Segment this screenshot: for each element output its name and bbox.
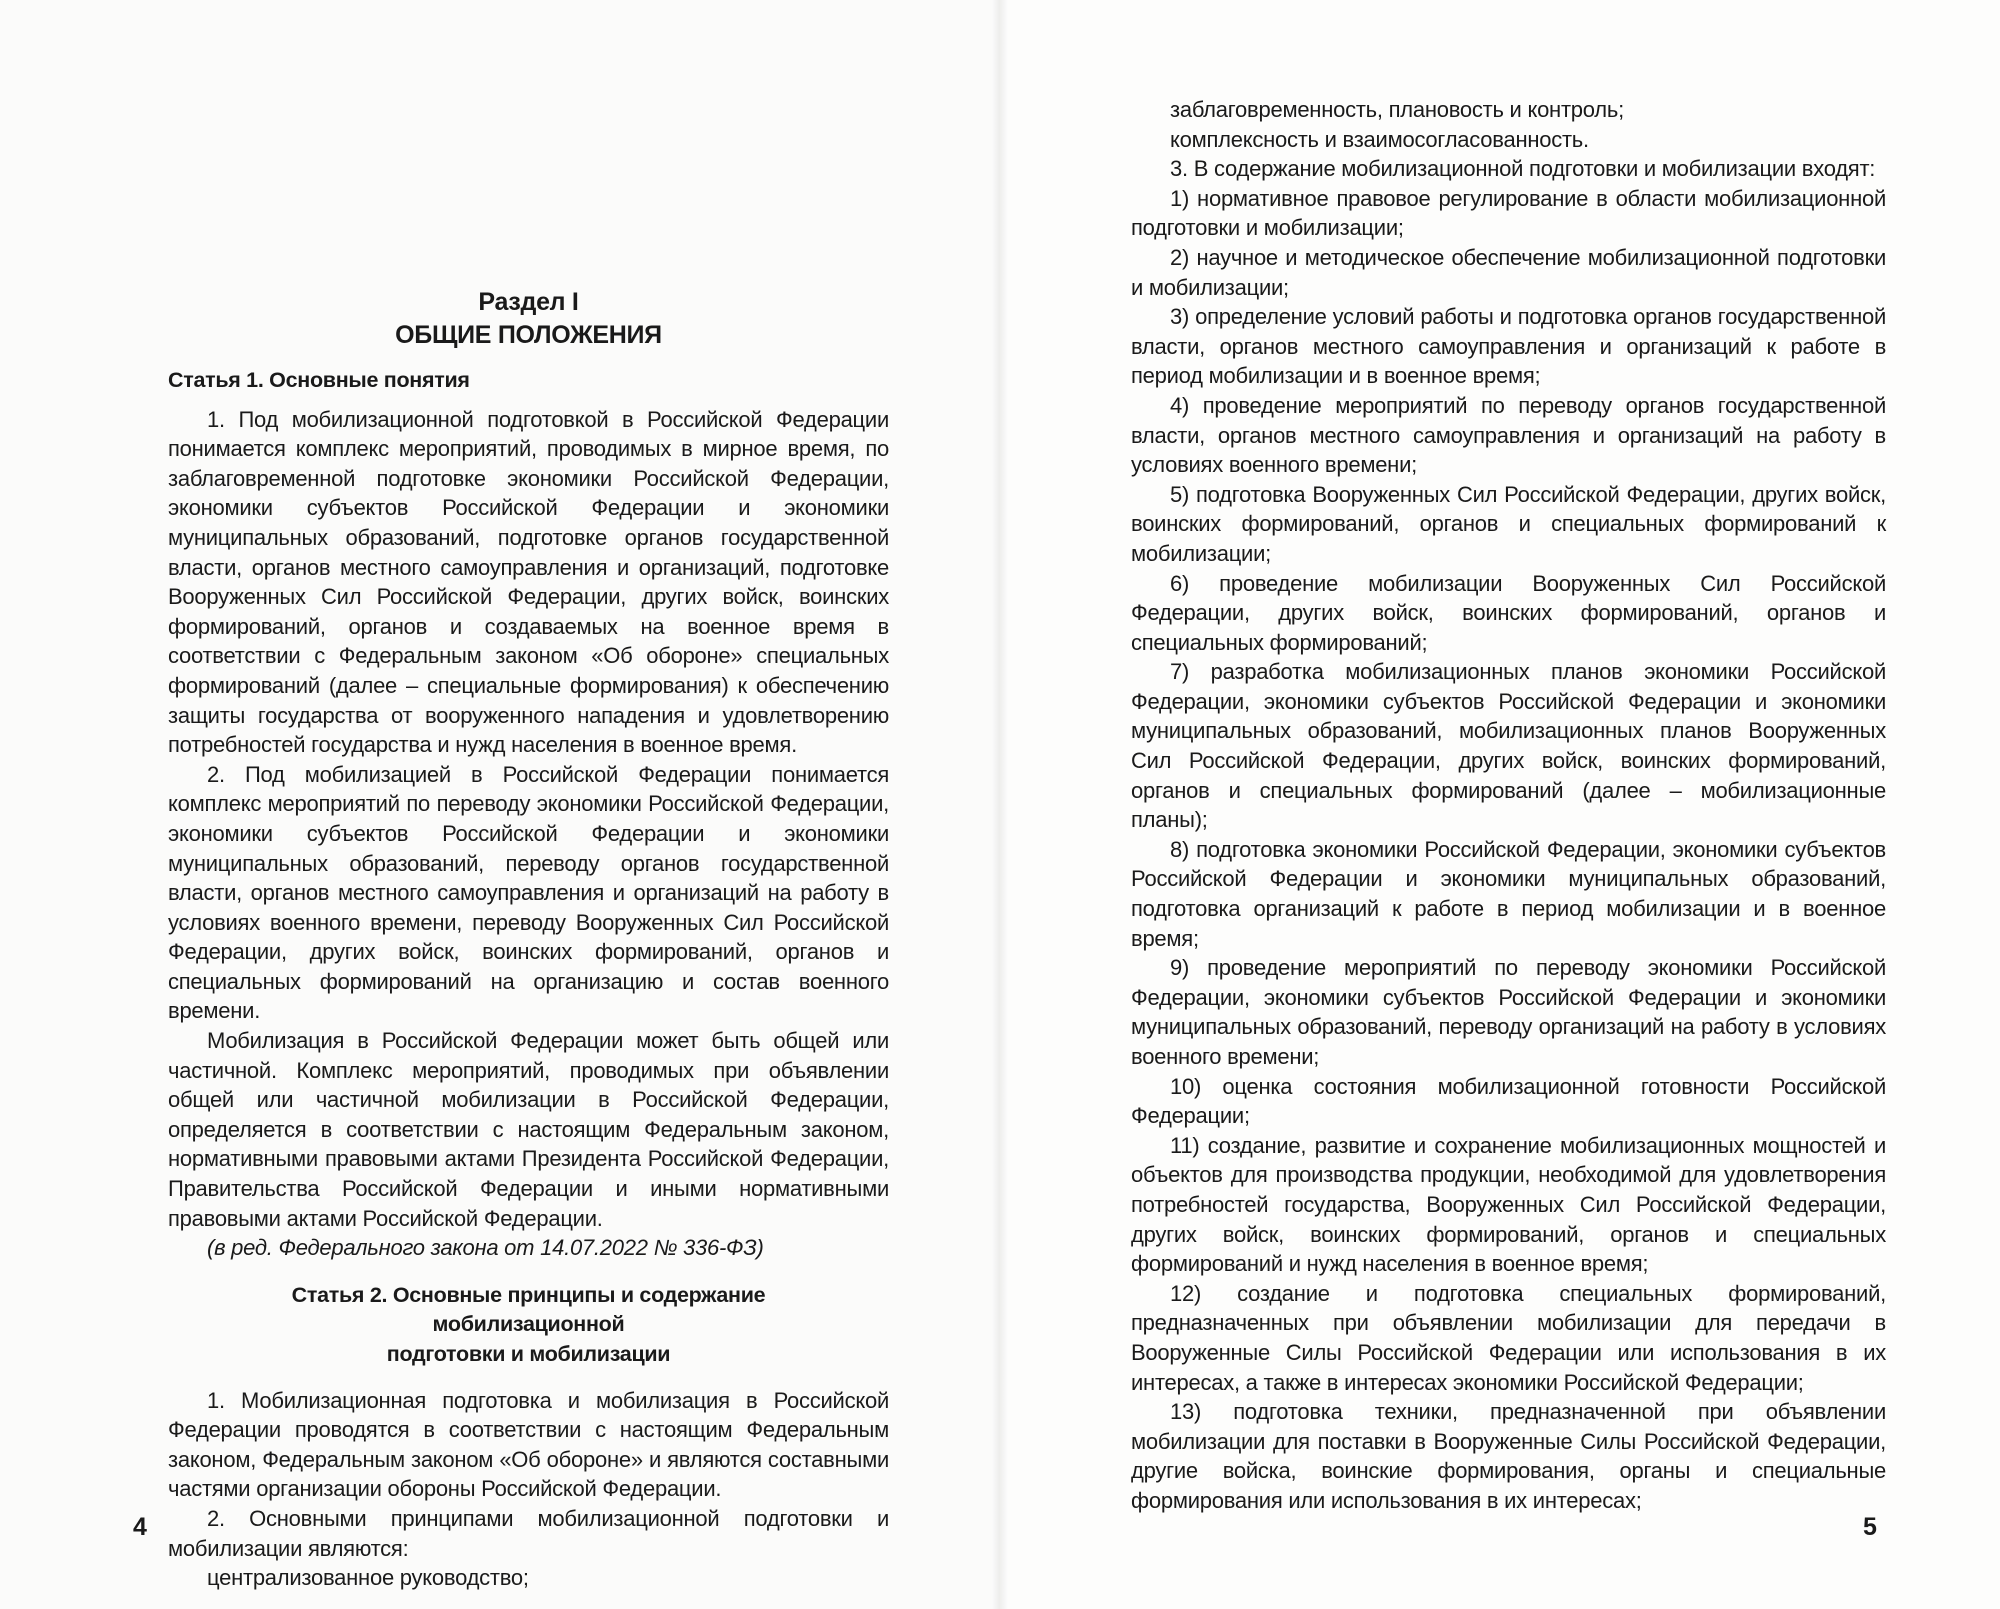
right-page <box>1000 0 2000 1609</box>
article-2-paragraph-2: 2. Основными принципами мобилизационной подготовки и мобилизации являются: <box>168 1505 889 1561</box>
book-gutter <box>992 0 1008 1609</box>
clause-3-item-5: 5) подготовка Вооруженных Сил Российской Федерации, других войск, воинских формирований, органов и специальных формирований к мобилизации; <box>1131 481 1886 566</box>
article-2-heading-line-1: Статья 2. Основные принципы и содержание мобилизационной <box>291 1282 766 1337</box>
right-page-text-column <box>1131 95 1886 1516</box>
article-2-heading-line-2: подготовки и мобилизации <box>386 1342 671 1366</box>
section-title: Раздел I <box>478 288 579 316</box>
clause-3-item-6: 6) проведение мобилизации Вооруженных Сил Российской Федерации, других войск, воинских формирований, органов и специальных формирований; <box>1131 570 1886 655</box>
principle-3: комплексность и взаимосогласованность. <box>1170 126 1589 152</box>
article-1-paragraph-1: 1. Под мобилизационной подготовкой в Российской Федерации понимается комплекс мероприятий, проводимых в мирное время, по заблаговременной подготовке экономики Российской Федерации, экономики субъектов Российской Федерации и экономики муниципальных образований, подготовке органов государственной власти, органов местного самоуправления и организаций, подготовке Вооруженных Сил Российской Федерации, других войск, воинских формирований, органов и создаваемых на военное время в соответствии с Федеральным законом «Об обороне» специальных формирований (далее – специальные формирования) к обеспечению защиты государства от вооруженного нападения и удовлетворению потребностей государства и нужд населения в военное время. <box>168 406 889 758</box>
clause-3-item-1: 1) нормативное правовое регулирование в области мобилизационной подготовки и мобилизации; <box>1131 185 1886 241</box>
article-2-principle-1: централизованное руководство; <box>207 1565 529 1591</box>
article-1-paragraph-3: Мобилизация в Российской Федерации может быть общей или частичной. Комплекс мероприятий, проводимых при объявлении общей или частичной мобилизации в Российской Федерации, определяется в соответствии с настоящим Федеральным законом, нормативными правовыми актами Президента Российской Федерации, Правительства Российской Федерации и иными нормативными правовыми актами Российской Федерации. <box>168 1028 889 1231</box>
clause-3-item-7: 7) разработка мобилизационных планов экономики Российской Федерации, экономики субъектов Российской Федерации и экономики муниципальных образований, мобилизационных планов Вооруженных Сил Российской Федерации, других войск, воинских формирований, органов и специальных формирований (далее – мобилизационные планы); <box>1131 659 1886 833</box>
article-1-paragraph-2: 2. Под мобилизацией в Российской Федерации понимается комплекс мероприятий по переводу экономики Российской Федерации, экономики субъектов Российской Федерации и экономики муниципальных образований, переводу органов государственной власти, органов местного самоуправления и организаций на работу в условиях военного времени, переводу Вооруженных Сил Российской Федерации, других войск, воинских формирований, органов и специальных формирований на организацию и состав военного времени. <box>168 761 889 1024</box>
article-2-paragraph-1: 1. Мобилизационная подготовка и мобилизация в Российской Федерации проводятся в соответствии с настоящим Федеральным законом, Федеральным законом «Об обороне» и являются составными частями организации обороны Российской Федерации. <box>168 1387 889 1502</box>
principle-2: заблаговременность, плановость и контроль; <box>1170 97 1624 122</box>
article-2-heading <box>168 1281 889 1370</box>
clause-3-item-13: 13) подготовка техники, предназначенной при объявлении мобилизации для поставки в Вооруженные Силы Российской Федерации, другие войска, воинские формирования, органы и специальные формирования или использования в их интересах; <box>1131 1399 1886 1513</box>
article-1-amendment-note: (в ред. Федерального закона от 14.07.2022 № 336-ФЗ) <box>207 1235 764 1261</box>
clause-3-item-10: 10) оценка состояния мобилизационной готовности Российской Федерации; <box>1131 1073 1886 1129</box>
clause-3-item-8: 8) подготовка экономики Российской Федерации, экономики субъектов Российской Федерации и экономики муниципальных образований, подготовка организаций к работе в период мобилизации и в военное время; <box>1131 836 1886 951</box>
page-number-left: 4 <box>133 1513 147 1541</box>
section-heading <box>168 286 889 352</box>
clause-3-item-12: 12) создание и подготовка специальных формирований, предназначенных при объявлении мобилизации для передачи в Вооруженные Силы Российской Федерации или использования в их интересах, а также в интересах экономики Российской Федерации; <box>1131 1280 1886 1395</box>
article-1-heading: Статья 1. Основные понятия <box>168 368 470 392</box>
clause-3-item-3: 3) определение условий работы и подготовка органов государственной власти, органов местного самоуправления и организаций к работе в период мобилизации и в военное время; <box>1131 304 1886 389</box>
clause-3-item-11: 11) создание, развитие и сохранение мобилизационных мощностей и объектов для производства продукции, необходимой для удовлетворения потребностей государства, Вооруженных Сил Российской Федерации, других войск, воинских формирований, органов и специальных формирований и нужд населения в военное время; <box>1131 1132 1886 1277</box>
clause-3-item-9: 9) проведение мероприятий по переводу экономики Российской Федерации, экономики субъектов Российской Федерации и экономики муниципальных образований, переводу организаций на работу в условиях военного времени; <box>1131 955 1886 1069</box>
clause-3-intro: 3. В содержание мобилизационной подготовки и мобилизации входят: <box>1170 156 1876 182</box>
section-subtitle: ОБЩИЕ ПОЛОЖЕНИЯ <box>395 321 662 349</box>
page-number-right: 5 <box>1863 1513 1877 1541</box>
left-page-text-column <box>168 286 889 1593</box>
clause-3-item-4: 4) проведение мероприятий по переводу органов государственной власти, органов местного самоуправления и организаций на работу в условиях военного времени; <box>1131 392 1886 478</box>
clause-3-item-2: 2) научное и методическое обеспечение мобилизационной подготовки и мобилизации; <box>1131 244 1886 300</box>
